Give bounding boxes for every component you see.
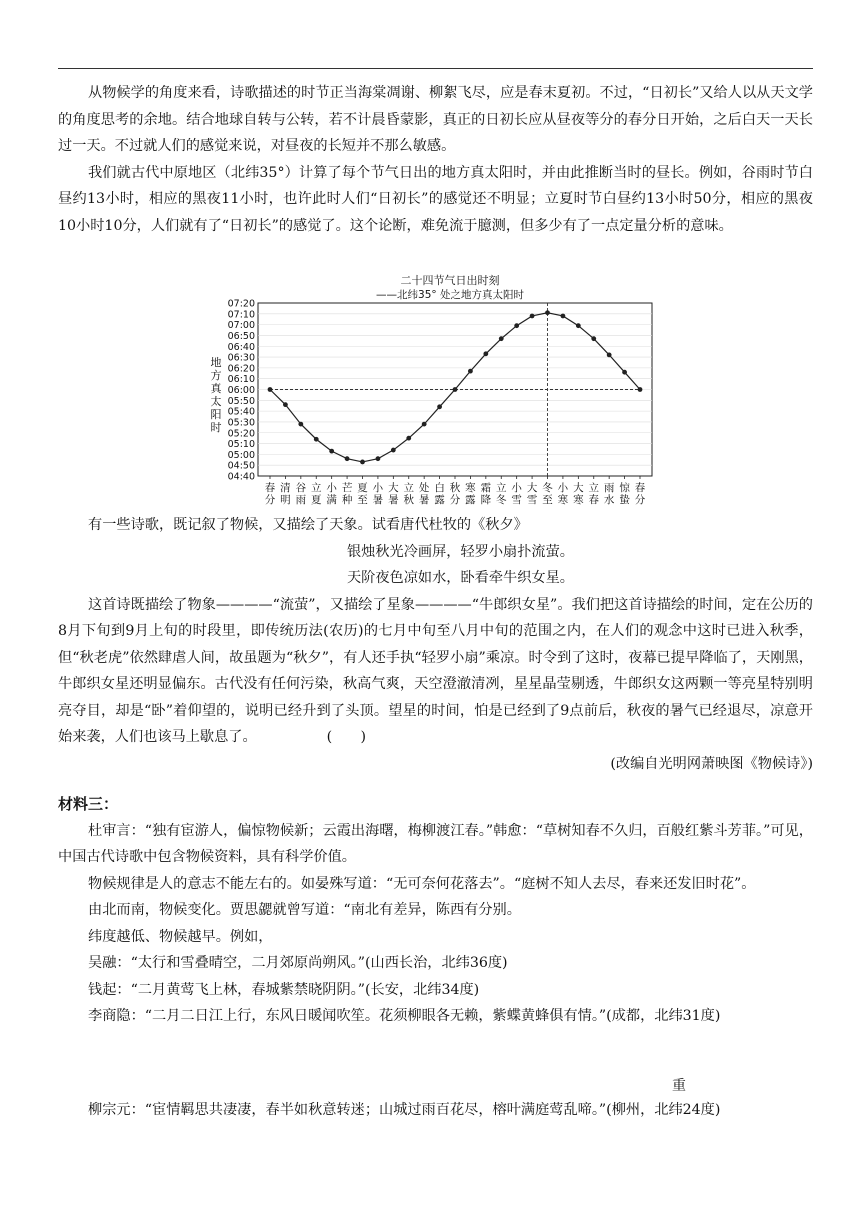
data-points xyxy=(268,310,643,464)
y-tick-label: 06:00 xyxy=(227,385,255,396)
y-tick-label: 05:00 xyxy=(227,449,255,461)
material3-section xyxy=(58,791,813,1030)
data-point xyxy=(468,369,473,374)
poem-line-2: 天阶夜色凉如水，卧看牵牛织女星。 xyxy=(346,570,574,586)
x-tick-label: 大寒 xyxy=(573,482,584,506)
y-tick-label: 07:10 xyxy=(227,309,255,321)
x-tick-label: 春分 xyxy=(264,482,276,506)
data-point xyxy=(561,314,566,319)
analysis-text: 这首诗既描绘了物象————“流萤”，又描绘了星象————“牛郎织女星”。我们把这首诗描绘的时间，定在公历的8月下旬到9月上旬的时段里，即传统历法(农历)的七月中旬至八月中旬的范围之内，在人们的观念中这时已进入秋季，但“秋老虎”依然肆虐人间，故虽题为“秋夕”，有人还手执“轻罗小扇”乘凉。时令到了这时，夜幕已提早降临了，天刚黑，牛郎织女星还明显偏东。古代没有任何污染，秋高气爽，天空澄澈清冽，星星晶莹剔透，牛郎织女这两颗一等亮星特别明亮夺目，却是“卧”着仰望的，说明已经升到了头顶。望星的时间，怕是已经到了9点前后，秋夜的暑气已经退尽，凉意开始来袭，人们也该马上歇息了。 xyxy=(58,596,813,745)
x-tick-label: 小雪 xyxy=(511,482,522,506)
data-point xyxy=(545,310,550,315)
data-point xyxy=(391,448,396,453)
paragraph-yan-shu: 物候规律是人的意志不能左右的。如晏殊写道：“无可奈何花落去”。“庭树不知人去尽，春来还发旧时花”。 xyxy=(88,875,756,892)
answer-blank: ( ) xyxy=(326,729,367,745)
x-tick-label: 霜降 xyxy=(480,482,492,506)
y-tick-label: 05:30 xyxy=(227,417,255,429)
data-point xyxy=(607,353,612,358)
y-axis-label-char: 地 xyxy=(210,356,222,369)
data-point xyxy=(406,436,411,441)
paragraph-du-han: 杜审言：“独有宦游人，偏惊物候新；云霞出海曙，梅柳渡江春。”韩愈：“草树知春不久归，百般红紫斗芳菲。”可见，中国古代诗歌中包含物候资料，具有科学价值。 xyxy=(58,822,813,865)
y-tick-label: 07:20 xyxy=(227,298,255,310)
line-wu-rong: 吴融：“太行和雪叠晴空，二月郊原尚朔风。”(山西长治，北纬36度) xyxy=(88,955,508,971)
y-tick-labels xyxy=(228,299,255,483)
y-axis-label-char: 时 xyxy=(210,421,222,434)
x-tick-label: 冬至 xyxy=(542,482,553,506)
stray-character: 重 xyxy=(672,1078,686,1094)
line-latitude: 纬度越低、物候越早。例如， xyxy=(88,928,273,945)
source-note: (改编自光明网萧映图《物候诗》) xyxy=(610,755,813,772)
x-tick-labels xyxy=(265,476,646,506)
y-tick-label: 07:00 xyxy=(227,320,255,332)
data-point xyxy=(268,387,273,392)
data-point xyxy=(437,404,442,409)
material3-tail xyxy=(58,1097,813,1124)
sunrise-chart xyxy=(200,270,660,510)
x-tick-label: 清明 xyxy=(280,482,291,506)
y-tick-label: 06:50 xyxy=(227,330,255,342)
paragraph-analysis xyxy=(58,592,813,751)
data-point xyxy=(422,422,427,427)
x-tick-label: 谷雨 xyxy=(295,482,307,506)
chart-title: 二十四节气日出时刻 xyxy=(400,274,500,287)
line-li-shangyin: 李商隐：“二月二日江上行，东风日暖闻吹笙。花须柳眼各无赖，紫蝶黄蜂俱有情。”(成都，北纬31度) xyxy=(88,1008,721,1024)
line-qian-qi: 钱起：“二月黄莺飞上林，春城紫禁晓阴阴。”(长安，北纬34度) xyxy=(88,981,480,998)
y-tick-label: 05:40 xyxy=(227,406,255,418)
data-point xyxy=(376,456,381,461)
line-liu-zongyuan: 柳宗元：“宦情羁思共凄凄，春半如秋意转迷；山城过雨百花尽，榕叶满庭莺乱啼。”(柳州，北纬24度) xyxy=(88,1102,721,1118)
x-tick-label: 立春 xyxy=(588,482,599,506)
x-tick-label: 芒种 xyxy=(341,482,353,506)
y-tick-label: 06:20 xyxy=(227,363,255,375)
y-tick-label: 06:40 xyxy=(227,341,255,353)
data-point xyxy=(638,387,643,392)
chart-legend: ——北纬35° 处之地方真太阳时 xyxy=(376,289,524,301)
y-tick-label: 05:10 xyxy=(227,439,255,451)
data-point xyxy=(530,314,535,319)
data-point xyxy=(314,437,319,442)
y-axis-label-char: 真 xyxy=(210,382,222,395)
x-tick-label: 寒露 xyxy=(465,482,476,506)
y-axis-label-char: 阳 xyxy=(210,408,222,421)
y-tick-label: 04:40 xyxy=(227,471,255,483)
paragraph-phenology: 从物候学的角度来看，诗歌描述的时节正当海棠凋谢、柳絮飞尽，应是春末夏初。不过，“日初长”又给人以从天文学的角度思考的余地。结合地球自转与公转，若不计晨昏蒙影，真正的日初长应从昼夜等分的春分日开始，之后白天一天长过一天。不过就人们的感觉来说，对昼夜的长短并不那么敏感。 xyxy=(58,85,813,154)
line-jia-sixie: 由北而南，物候变化。贾思勰就曾写道：“南北有差异，陈西有分别。 xyxy=(88,902,521,918)
x-tick-label: 夏至 xyxy=(357,482,368,506)
x-tick-label: 白露 xyxy=(434,482,445,506)
data-point xyxy=(499,336,504,341)
material3-heading: 材料三： xyxy=(58,795,119,813)
paragraph-day-length: 我们就古代中原地区（北纬35°）计算了每个节气日出的地方真太阳时，并由此推断当时的昼长。例如，谷雨时节白昼约13小时，相应的黑夜11小时，也许此时人们“日初长”的感觉还不明显；立夏时节白昼约13小时50分，相应的黑夜10小时10分，人们就有了“日初长”的感觉了。这个论断，难免流于臆测，但多少有了一点定量分析的意味。 xyxy=(58,164,813,234)
y-tick-label: 06:30 xyxy=(227,352,255,364)
x-tick-label: 春分 xyxy=(634,482,646,506)
y-tick-label: 04:50 xyxy=(227,460,255,472)
data-point xyxy=(283,402,288,407)
x-tick-label: 小寒 xyxy=(557,482,569,506)
x-tick-label: 小暑 xyxy=(372,482,384,506)
data-point xyxy=(483,351,488,356)
data-point xyxy=(453,387,458,392)
x-tick-label: 处暑 xyxy=(418,482,430,506)
x-tick-label: 惊蛰 xyxy=(619,482,630,506)
y-tick-label: 05:20 xyxy=(227,428,255,440)
x-tick-label: 立夏 xyxy=(311,482,322,506)
data-point xyxy=(345,456,350,461)
data-point xyxy=(576,323,581,328)
x-tick-label: 立秋 xyxy=(403,482,414,506)
x-tick-label: 秋分 xyxy=(449,482,461,506)
x-tick-label: 雨水 xyxy=(603,482,615,506)
data-point xyxy=(360,460,365,465)
y-tick-label: 06:10 xyxy=(227,374,255,386)
x-tick-label: 大雪 xyxy=(526,482,538,506)
data-point xyxy=(622,370,627,375)
header-rule xyxy=(58,68,813,69)
data-point xyxy=(514,323,519,328)
y-axis-label xyxy=(211,355,223,434)
y-tick-label: 05:50 xyxy=(227,395,255,407)
paragraph-poem-intro: 有一些诗歌，既记叙了物候，又描绘了天象。试看唐代杜牧的《秋夕》 xyxy=(88,517,528,533)
data-point xyxy=(298,422,303,427)
x-tick-label: 大暑 xyxy=(388,482,399,506)
poem-line-1: 银烛秋光冷画屏，轻罗小扇扑流萤。 xyxy=(346,543,574,560)
material2-section xyxy=(58,80,813,239)
data-point xyxy=(591,336,596,341)
y-axis-label-char: 太 xyxy=(210,395,222,408)
data-point xyxy=(329,449,334,454)
x-tick-label: 小满 xyxy=(326,482,337,506)
material2-poem-section xyxy=(58,512,813,777)
x-tick-label: 立冬 xyxy=(496,482,507,506)
y-axis-label-char: 方 xyxy=(210,369,222,382)
